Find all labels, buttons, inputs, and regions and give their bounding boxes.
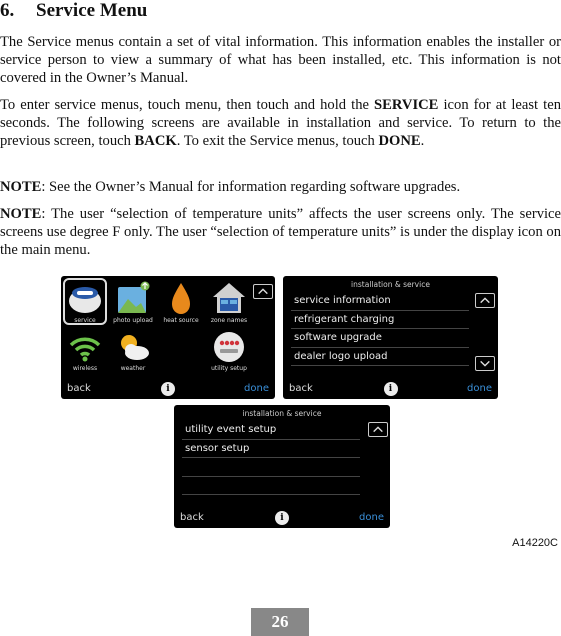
bottom-bar <box>283 379 498 399</box>
chevron-up-icon <box>476 294 494 307</box>
note-label: NOTE <box>0 179 42 195</box>
service-keyword: SERVICE <box>374 97 439 113</box>
chevron-up-icon <box>369 423 387 436</box>
chevron-up-icon <box>254 285 272 298</box>
installation-service-screen-2 <box>174 405 390 528</box>
note-label: NOTE <box>0 206 42 222</box>
section-heading <box>0 0 147 22</box>
photo-upload-tile[interactable]: photo upload <box>109 281 157 324</box>
scroll-down-button[interactable] <box>475 356 495 371</box>
intro-paragraph: The Service menus contain a set of vital information. This information enables the installer or service person to view a summary of what has been installed, etc. This information is not covered in the Owner’s Manual. <box>0 34 561 86</box>
back-keyword: BACK <box>134 133 177 149</box>
service-icon <box>67 281 103 315</box>
menu-screen <box>61 276 275 399</box>
flame-icon <box>163 281 199 315</box>
menu-item-refrigerant-charging[interactable]: refrigerant charging <box>291 311 469 330</box>
note-temperature-units: NOTE: The user “selection of temperature units” affects the user screens only. The service screens use degree F only. The user “selection of temperature units” is under the display icon on the main menu. <box>0 206 561 258</box>
utility-setup-icon <box>211 331 247 363</box>
service-tile[interactable]: service <box>61 281 109 324</box>
zone-names-tile[interactable]: zone names <box>205 281 253 324</box>
back-button[interactable]: back <box>67 383 91 394</box>
photo-upload-icon <box>115 281 151 315</box>
chevron-down-icon <box>476 357 494 370</box>
menu-item-empty <box>182 477 360 496</box>
bottom-bar <box>174 508 390 528</box>
menu-item-sensor-setup[interactable]: sensor setup <box>182 440 360 459</box>
scroll-up-button[interactable] <box>368 422 388 437</box>
menu-item-dealer-logo-upload[interactable]: dealer logo upload <box>291 348 469 367</box>
info-icon[interactable]: i <box>275 511 289 525</box>
done-keyword: DONE <box>378 133 421 149</box>
section-title: Service Menu <box>36 0 148 21</box>
menu-item-utility-event-setup[interactable]: utility event setup <box>182 421 360 440</box>
info-icon[interactable]: i <box>161 382 175 396</box>
instructions-paragraph: To enter service menus, touch menu, then touch and hold the SERVICE icon for at least ten seconds. The following screens are available in installation and service. To return to the previous screen, touch BACK. To exit the Service menus, touch DONE. <box>0 97 561 149</box>
scroll-up-button[interactable] <box>475 293 495 308</box>
done-button[interactable]: done <box>359 512 384 523</box>
weather-tile[interactable]: weather <box>109 331 157 372</box>
done-button[interactable]: done <box>244 383 269 394</box>
menu-item-software-upgrade[interactable]: software upgrade <box>291 329 469 348</box>
utility-setup-tile[interactable]: utility setup <box>205 331 253 372</box>
installation-service-screen-1 <box>283 276 498 399</box>
back-button[interactable]: back <box>289 383 313 394</box>
bottom-bar <box>61 379 275 399</box>
house-icon <box>211 281 247 315</box>
menu-list <box>182 421 360 495</box>
menu-item-service-information[interactable]: service information <box>291 292 469 311</box>
page-number: 26 <box>251 608 309 636</box>
menu-item-empty <box>182 458 360 477</box>
scroll-up-button[interactable] <box>253 284 273 299</box>
done-button[interactable]: done <box>467 383 492 394</box>
wireless-icon <box>67 331 103 363</box>
screen-title: installation & service <box>242 409 322 418</box>
weather-icon <box>115 331 151 363</box>
info-icon[interactable]: i <box>384 382 398 396</box>
section-number: 6. <box>0 0 15 21</box>
wireless-tile[interactable]: wireless <box>61 331 109 372</box>
note-software: NOTE: See the Owner’s Manual for information regarding software upgrades. <box>0 179 461 195</box>
heat-source-tile[interactable]: heat source <box>157 281 205 324</box>
figure-id: A14220C <box>512 537 558 549</box>
back-button[interactable]: back <box>180 512 204 523</box>
menu-list <box>291 292 469 366</box>
screen-title: installation & service <box>351 280 430 289</box>
